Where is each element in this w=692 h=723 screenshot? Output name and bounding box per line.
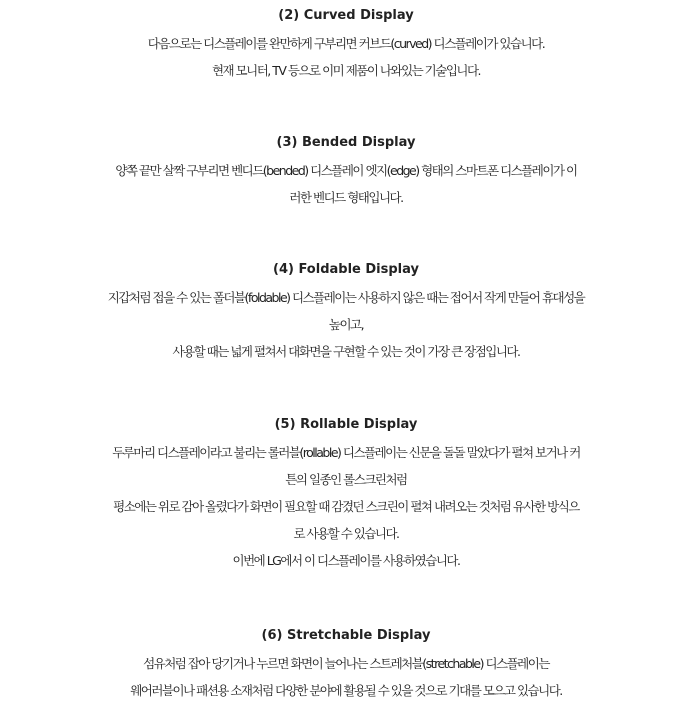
section-stretchable-display <box>0 626 692 704</box>
paragraph-line: 로 사용할 수 있습니다. <box>293 526 399 541</box>
section-bended-display <box>0 133 692 211</box>
paragraph-line: 두루마리 디스플레이라고 불리는 롤러블(rollable) 디스플레이는 신문을 돌돌 말았다가 펼쳐 보거나 커 <box>112 445 580 460</box>
paragraph-line: 평소에는 위로 감아 올렸다가 화면이 필요할 때 감겼던 스크린이 펼쳐 내려오는 것처럼 유사한 방식으 <box>113 499 579 514</box>
section-rollable-display <box>0 415 692 574</box>
section-heading: (6) Stretchable Display <box>261 628 431 643</box>
paragraph-line: 양쪽 끝만 살짝 구부리면 벤디드(bended) 디스플레이 엣지(edge) 형태의 스마트폰 디스플레이가 이 <box>115 163 577 178</box>
paragraph-line: 러한 벤디드 형태입니다. <box>289 190 403 205</box>
paragraph-line: 높이고, <box>328 317 364 332</box>
paragraph-line: 지갑처럼 접을 수 있는 폴더블(foldable) 디스플레이는 사용하지 않은 때는 접어서 작게 만들어 휴대성을 <box>107 290 585 305</box>
paragraph-line: 튼의 일종인 롤스크린처럼 <box>285 472 407 487</box>
section-heading: (5) Rollable Display <box>274 417 418 432</box>
paragraph-line: 사용할 때는 넓게 펼쳐서 대화면을 구현할 수 있는 것이 가장 큰 장점입니다. <box>172 344 520 359</box>
section-curved-display <box>0 6 692 84</box>
paragraph-line: 웨어러블이나 패션용 소재처럼 다양한 분야에 활용될 수 있을 것으로 기대를 모으고 있습니다. <box>130 683 562 698</box>
paragraph-line: 현재 모니터, TV 등으로 이미 제품이 나와있는 기술입니다. <box>211 63 481 78</box>
paragraph-line: 이번에 LG에서 이 디스플레이를 사용하였습니다. <box>232 553 460 568</box>
paragraph-line: 섬유처럼 잡아 당기거나 누르면 화면이 늘어나는 스트레처블(stretchable) 디스플레이는 <box>143 656 549 671</box>
section-heading: (2) Curved Display <box>278 8 414 23</box>
section-foldable-display <box>0 260 692 365</box>
paragraph-line: 다음으로는 디스플레이를 완만하게 구부리면 커브드(curved) 디스플레이가 있습니다. <box>147 36 545 51</box>
section-heading: (3) Bended Display <box>276 135 416 150</box>
section-heading: (4) Foldable Display <box>273 262 419 277</box>
